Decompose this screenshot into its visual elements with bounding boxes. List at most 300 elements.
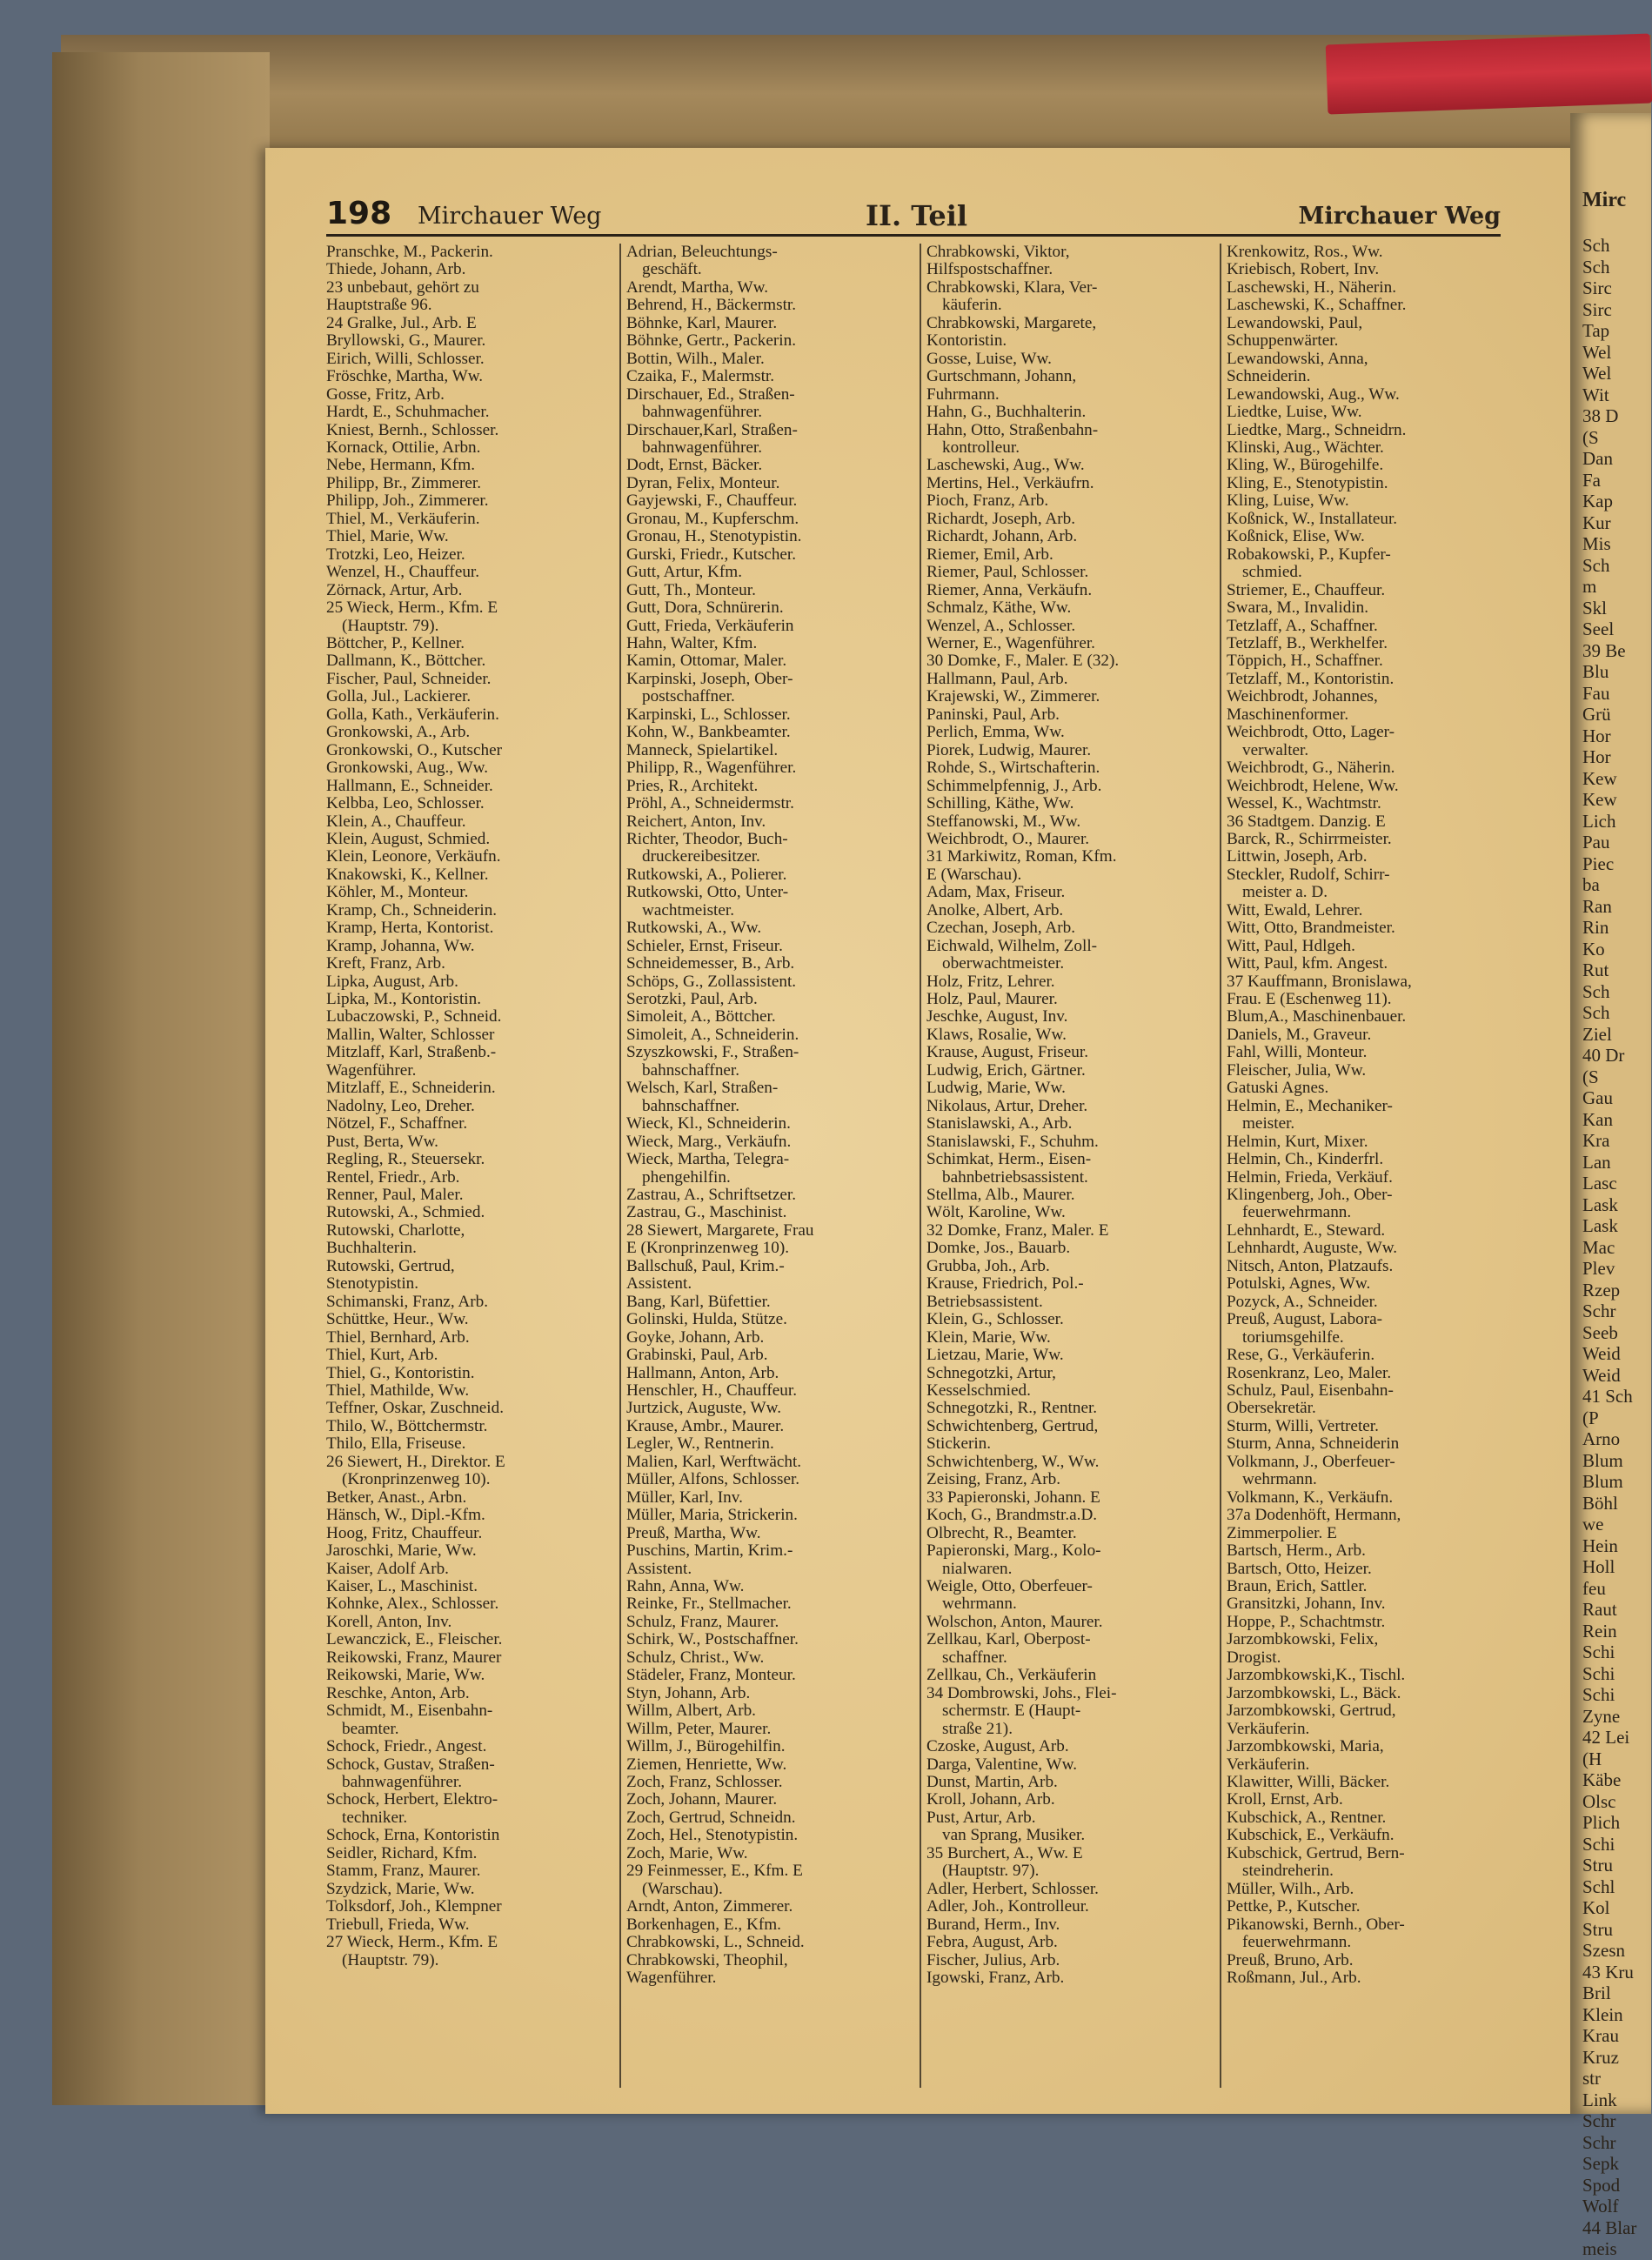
directory-entry-line: Rutowski, Gertrud, [326, 1256, 455, 1275]
directory-entry-line: Kontoristin. [926, 331, 1007, 351]
directory-entry-line: Böttcher, P., Kellner. [326, 633, 465, 652]
directory-entry-line: Tolksdorf, Joh., Klempner [326, 1897, 502, 1916]
directory-entry-line: Rese, G., Verkäuferin. [1227, 1346, 1375, 1365]
directory-entry-line: Gurtschmann, Johann, [926, 367, 1077, 386]
next-page-fragment: (H [1582, 1748, 1602, 1769]
directory-entry-line: Pioch, Franz, Arb. [926, 491, 1049, 511]
directory-entry-line: Schock, Gustav, Straßen- [326, 1755, 495, 1774]
directory-entry-line: Schwichtenberg, Gertrud, [926, 1416, 1099, 1435]
directory-entry-line: Trotzki, Leo, Heizer. [326, 545, 465, 564]
directory-entry-line: Zellkau, Karl, Oberpost- [926, 1630, 1091, 1649]
directory-entry-line: Reikowski, Marie, Ww. [326, 1666, 485, 1685]
directory-entry-line: Thiel, G., Kontoristin. [326, 1363, 475, 1382]
next-page-header: Mirc [1582, 189, 1627, 211]
directory-entry-line: Domke, Jos., Bauarb. [926, 1239, 1071, 1258]
directory-entry-line: Gutt, Dora, Schnürerin. [626, 598, 784, 618]
directory-entry-line: Bang, Karl, Büfettier. [626, 1292, 771, 1311]
directory-entry-line: Sturm, Willi, Vertreter. [1227, 1416, 1379, 1435]
directory-entry-line: Schwichtenberg, W., Ww. [926, 1452, 1100, 1471]
directory-entry-line: Hahn, Otto, Straßenbahn- [926, 420, 1099, 439]
directory-entry-line: Verkäuferin. [1227, 1719, 1310, 1738]
street-name-left: Mirchauer Weg [418, 203, 602, 230]
directory-entry-line: Richter, Theodor, Buch- [626, 829, 788, 848]
directory-entry-line: Robakowski, P., Kupfer- [1227, 545, 1391, 564]
next-page-fragment: Klein [1582, 2003, 1623, 2025]
directory-entry-line: Fuhrmann. [926, 384, 1000, 404]
next-page-fragment: Wolf [1582, 2196, 1619, 2217]
directory-entry-line: Wieck, Marg., Verkäufn. [626, 1132, 792, 1151]
directory-entry-line: geschäft. [642, 260, 702, 279]
directory-entry-line: Barck, R., Schirrmeister. [1227, 829, 1392, 848]
directory-entry-line: Igowski, Franz, Arb. [926, 1968, 1065, 1987]
directory-entry-line: Jarzombkowski, Gertrud, [1227, 1702, 1396, 1721]
directory-entry-line: Klinski, Aug., Wächter. [1227, 438, 1384, 457]
next-page-fragment: Blum [1582, 1449, 1623, 1471]
directory-entry-line: Hardt, E., Schuhmacher. [326, 403, 490, 422]
directory-entry-line: Schieler, Ernst, Friseur. [626, 936, 783, 955]
directory-entry-line: Nitsch, Anton, Platzaufs. [1227, 1256, 1394, 1275]
directory-entry-line: Hilfspostschaffner. [926, 260, 1053, 279]
directory-entry-line: Rutkowski, Otto, Unter- [626, 883, 789, 902]
directory-entry-line: Stellma, Alb., Maurer. [926, 1186, 1075, 1205]
directory-entry-line: Renner, Paul, Maler. [326, 1186, 464, 1205]
directory-entry-line: Striemer, E., Chauffeur. [1227, 580, 1386, 599]
directory-entry-line: Zoch, Franz, Schlosser. [626, 1772, 783, 1791]
directory-entry-line: Krause, August, Friseur. [926, 1043, 1088, 1062]
directory-entry-line: Daniels, M., Graveur. [1227, 1025, 1372, 1044]
directory-entry-line: Böhnke, Karl, Maurer. [626, 313, 778, 332]
column-2 [626, 244, 909, 2088]
directory-entry-line: Steffanowski, M., Ww. [926, 812, 1081, 831]
next-page-fragment: Grü [1582, 704, 1611, 725]
next-page-fragment: Sirc [1582, 298, 1612, 320]
next-page-fragment: Plich [1582, 1812, 1621, 1833]
directory-entry-line: Hänsch, W., Dipl.-Kfm. [326, 1506, 485, 1525]
directory-entry-line: Klein, G., Schlosser. [926, 1310, 1064, 1329]
next-page-fragment: Lich [1582, 810, 1616, 832]
directory-entry-line: Mitzlaff, Karl, Straßenb.- [326, 1043, 497, 1062]
next-page-fragment: Wit [1582, 384, 1609, 405]
directory-entry-line: Goyke, Johann, Arb. [626, 1327, 765, 1347]
directory-entry-line: Kaiser, Adolf Arb. [326, 1559, 449, 1578]
directory-entry-line: Zoch, Johann, Maurer. [626, 1790, 778, 1809]
directory-entry-line: Weigle, Otto, Oberfeuer- [926, 1576, 1093, 1595]
directory-entry-line: schermstr. E (Haupt- [942, 1702, 1081, 1721]
directory-entry-line: Korell, Anton, Inv. [326, 1612, 452, 1631]
directory-entry-line: Zastrau, G., Maschinist. [626, 1203, 787, 1222]
directory-entry-line: Perlich, Emma, Ww. [926, 723, 1065, 742]
street-name-right: Mirchauer Weg [1298, 203, 1501, 230]
directory-entry-line: 26 Siewert, H., Direktor. E [326, 1452, 505, 1471]
directory-entry-line: Schilling, Käthe, Ww. [926, 794, 1074, 813]
directory-entry-line: Manneck, Spielartikel. [626, 740, 779, 759]
directory-entry-line: Rentel, Friedr., Arb. [326, 1167, 460, 1187]
directory-entry-line: Klein, August, Schmied. [326, 829, 491, 848]
directory-entry-line: Puschins, Martin, Krim.- [626, 1541, 793, 1561]
directory-entry-line: Klein, Leonore, Verkäufn. [326, 847, 501, 866]
next-page-fragment: 38 D [1582, 405, 1619, 426]
directory-entry-line: Gosse, Luise, Ww. [926, 349, 1052, 368]
directory-entry-line: Kubschick, A., Rentner. [1227, 1808, 1387, 1827]
directory-entry-line: Eirich, Willi, Schlosser. [326, 349, 485, 368]
directory-entry-line: Riemer, Emil, Arb. [926, 545, 1053, 564]
next-page-fragment: 44 Blar [1582, 2217, 1637, 2238]
directory-entry-line: Szydzick, Marie, Ww. [326, 1879, 475, 1898]
directory-entry-line: Schnegotzki, Artur, [926, 1363, 1056, 1382]
next-page-fragment: Lasc [1582, 1173, 1617, 1194]
directory-entry-line: Betker, Anast., Arbn. [326, 1488, 467, 1507]
directory-entry-line: Kaiser, L., Maschinist. [326, 1576, 478, 1595]
directory-entry-line: Volkmann, K., Verkäufn. [1227, 1488, 1394, 1507]
directory-entry-line: Laschewski, H., Näherin. [1227, 277, 1397, 297]
next-page-fragment: Schi [1582, 1662, 1615, 1684]
directory-entry-line: Paninski, Paul, Arb. [926, 705, 1060, 724]
directory-entry-line: Schüttke, Heur., Ww. [326, 1310, 469, 1329]
directory-entry-line: Nikolaus, Artur, Dreher. [926, 1096, 1088, 1115]
directory-entry-line: Mitzlaff, E., Schneiderin. [326, 1079, 496, 1098]
directory-entry-line: Thiel, Mathilde, Ww. [326, 1381, 470, 1400]
directory-entry-line: Schneidemesser, B., Arb. [626, 954, 795, 973]
directory-entry-line: Dyran, Felix, Monteur. [626, 473, 780, 492]
next-page-fragment: Lask [1582, 1194, 1618, 1215]
directory-entry-line: Gronau, M., Kupferschm. [626, 509, 799, 528]
directory-entry-line: Czaika, F., Malermstr. [626, 367, 775, 386]
directory-entry-line: Welsch, Karl, Straßen- [626, 1079, 779, 1098]
directory-entry-line: Fischer, Paul, Schneider. [326, 669, 492, 688]
directory-entry-line: toriumsgehilfe. [1242, 1327, 1344, 1347]
directory-entry-line: Ludwig, Erich, Gärtner. [926, 1060, 1086, 1080]
directory-entry-line: Gutt, Artur, Kfm. [626, 563, 742, 582]
column-divider [619, 244, 621, 2088]
next-page-fragment: Schl [1582, 1876, 1615, 1897]
directory-entry-line: bahnschaffner. [642, 1096, 740, 1115]
directory-entry-line: Dunst, Martin, Arb. [926, 1772, 1058, 1791]
directory-entry-line: beamter. [342, 1719, 399, 1738]
next-page-fragment: feu [1582, 1577, 1606, 1599]
directory-entry-line: 28 Siewert, Margarete, Frau [626, 1220, 814, 1240]
next-page-fragment: Holl [1582, 1556, 1615, 1577]
directory-entry-line: Dallmann, K., Böttcher. [326, 652, 486, 671]
next-page-fragment: Kap [1582, 491, 1613, 512]
directory-entry-line: Preuß, Martha, Ww. [626, 1523, 761, 1542]
directory-entry-line: Ziemen, Henriette, Ww. [626, 1755, 787, 1774]
directory-entry-line: Stickerin. [926, 1434, 992, 1454]
directory-entry-line: Reichert, Anton, Inv. [626, 812, 766, 831]
directory-entry-line: Schimmelpfennig, J., Arb. [926, 776, 1102, 795]
red-ribbon-bookmark [1326, 34, 1652, 115]
directory-entry-line: Liedtke, Marg., Schneidrn. [1227, 420, 1407, 439]
directory-entry-line: Arndt, Anton, Zimmerer. [626, 1897, 793, 1916]
directory-entry-line: Jarzombkowski, L., Bäck. [1227, 1683, 1401, 1702]
directory-entry-line: 36 Stadtgem. Danzig. E [1227, 812, 1386, 831]
directory-entry-line: Riemer, Anna, Verkäufn. [926, 580, 1093, 599]
directory-entry-line: techniker. [342, 1808, 408, 1827]
directory-entry-line: Kroll, Ernst, Arb. [1227, 1790, 1343, 1809]
directory-entry-line: Holz, Fritz, Lehrer. [926, 972, 1055, 991]
directory-entry-line: Krajewski, W., Zimmerer. [926, 687, 1100, 706]
directory-entry-line: Kohn, W., Bankbeamter. [626, 723, 791, 742]
directory-columns [326, 244, 1509, 2114]
directory-entry-line: Hallmann, Paul, Arb. [926, 669, 1068, 688]
directory-entry-line: Kreft, Franz, Arb. [326, 954, 445, 973]
next-page-fragment: Rzep [1582, 1279, 1621, 1301]
directory-entry-line: Wagenführer. [326, 1060, 417, 1080]
directory-entry-line: (Hauptstr. 97). [942, 1862, 1040, 1881]
next-page-fragment: Sirc [1582, 277, 1612, 298]
directory-entry-line: Müller, Maria, Strickerin. [626, 1506, 798, 1525]
directory-entry-line: Dodt, Ernst, Bäcker. [626, 456, 763, 475]
directory-entry-line: Golinski, Hulda, Stütze. [626, 1310, 787, 1329]
directory-entry-line: Hoog, Fritz, Chauffeur. [326, 1523, 483, 1542]
next-page-fragment: Ran [1582, 895, 1612, 917]
directory-entry-line: Assistent. [626, 1274, 692, 1294]
directory-entry-line: bahnschaffner. [642, 1060, 740, 1080]
directory-entry-line: Bottin, Wilh., Maler. [626, 349, 765, 368]
next-page-fragment: Rin [1582, 917, 1609, 938]
directory-entry-line: Laschewski, K., Schaffner. [1227, 296, 1407, 315]
directory-entry-line: Simoleit, A., Böttcher. [626, 1007, 776, 1026]
directory-entry-line: bahnbetriebsassistent. [942, 1167, 1088, 1187]
next-page-fragment: Gau [1582, 1087, 1613, 1108]
directory-entry-line: Koch, G., Brandmstr.a.D. [926, 1506, 1098, 1525]
directory-entry-line: 29 Feinmesser, E., Kfm. E [626, 1862, 803, 1881]
directory-entry-line: Sturm, Anna, Schneiderin [1227, 1434, 1400, 1454]
next-page-fragment: Schi [1582, 1833, 1615, 1855]
next-page-fragment: 39 Be [1582, 639, 1626, 661]
directory-entry-line: Roßmann, Jul., Arb. [1227, 1968, 1361, 1987]
directory-entry-line: bahnwagenführer. [642, 438, 762, 457]
next-page-fragment: Sepk [1582, 2153, 1619, 2174]
directory-entry-line: Golla, Kath., Verkäuferin. [326, 705, 499, 724]
directory-entry-line: Schulz, Paul, Eisenbahn- [1227, 1381, 1394, 1400]
directory-entry-line: Reinke, Fr., Stellmacher. [626, 1595, 792, 1614]
next-page-fragment: Kruz [1582, 2046, 1619, 2068]
directory-entry-line: Burand, Herm., Inv. [926, 1915, 1060, 1934]
directory-entry-line: Obersekretär. [1227, 1399, 1316, 1418]
directory-entry-line: Thiel, Marie, Ww. [326, 527, 449, 546]
directory-entry-line: feuerwehrmann. [1242, 1203, 1352, 1222]
directory-entry-line: Hallmann, E., Schneider. [326, 776, 493, 795]
directory-entry-line: Czechan, Joseph, Arb. [926, 919, 1076, 938]
next-page-fragment: Krau [1582, 2025, 1619, 2046]
next-page-fragment: Stru [1582, 1855, 1614, 1876]
directory-entry-line: (Hauptstr. 79). [342, 1950, 439, 1969]
directory-entry-line: Thilo, W., Böttchermstr. [326, 1416, 488, 1435]
directory-entry-line: Schimanski, Franz, Arb. [326, 1292, 488, 1311]
directory-entry-line: druckereibesitzer. [642, 847, 760, 866]
directory-entry-line: Bryllowski, G., Maurer. [326, 331, 486, 351]
directory-entry-line: Gutt, Frieda, Verkäuferin [626, 616, 794, 635]
directory-entry-line: postschaffner. [642, 687, 735, 706]
next-page-fragment: Kan [1582, 1108, 1613, 1130]
directory-entry-line: Bartsch, Herm., Arb. [1227, 1541, 1366, 1561]
column-divider [1220, 244, 1221, 2088]
directory-entry-line: Rahn, Anna, Ww. [626, 1576, 745, 1595]
next-page-fragment: 41 Sch [1582, 1386, 1633, 1407]
directory-entry-line: meister. [1242, 1114, 1295, 1133]
directory-entry-line: Wagenführer. [626, 1968, 717, 1987]
directory-entry-line: Preuß, August, Labora- [1227, 1310, 1383, 1329]
column-4 [1227, 244, 1509, 2088]
directory-entry-line: Preuß, Bruno, Arb. [1227, 1950, 1354, 1969]
next-page-fragment: meis [1582, 2238, 1617, 2259]
directory-entry-line: Olbrecht, R., Beamter. [926, 1523, 1077, 1542]
directory-entry-line: Zellkau, Ch., Verkäuferin [926, 1666, 1097, 1685]
directory-entry-line: Borkenhagen, E., Kfm. [626, 1915, 781, 1934]
directory-entry-line: Kramp, Johanna, Ww. [326, 936, 475, 955]
directory-entry-line: Wölt, Karoline, Ww. [926, 1203, 1066, 1222]
directory-entry-line: Gutt, Th., Monteur. [626, 580, 756, 599]
directory-entry-line: Bartsch, Otto, Heizer. [1227, 1559, 1372, 1578]
directory-entry-line: Krause, Ambr., Maurer. [626, 1416, 785, 1435]
next-page-fragment: Blum [1582, 1471, 1623, 1492]
directory-entry-line: Werner, E., Wagenführer. [926, 633, 1095, 652]
next-page-fragment: Sch [1582, 554, 1610, 576]
directory-entry-line: nialwaren. [942, 1559, 1013, 1578]
next-page-fragment: we [1582, 1514, 1604, 1535]
next-page-fragment: Skl [1582, 597, 1608, 618]
directory-entry-line: Teffner, Oskar, Zuschneid. [326, 1399, 505, 1418]
directory-entry-line: Zoch, Gertrud, Schneidn. [626, 1808, 796, 1827]
directory-entry-line: Jaroschki, Marie, Ww. [326, 1541, 477, 1561]
directory-entry-line: Karpinski, Joseph, Ober- [626, 669, 793, 688]
directory-entry-line: Kubschick, Gertrud, Bern- [1227, 1843, 1405, 1862]
directory-entry-line: Kramp, Ch., Schneiderin. [326, 900, 498, 919]
directory-entry-line: Schmalz, Käthe, Ww. [926, 598, 1072, 618]
directory-entry-line: Mallin, Walter, Schlosser [326, 1025, 495, 1044]
directory-entry-line: Legler, W., Rentnerin. [626, 1434, 774, 1454]
next-page-fragment: Piec [1582, 853, 1615, 874]
directory-entry-line: Adler, Joh., Kontrolleur. [926, 1897, 1089, 1916]
directory-entry-line: Nebe, Hermann, Kfm. [326, 456, 476, 475]
directory-entry-line: Regling, R., Steuersekr. [326, 1150, 485, 1169]
directory-entry-line: steindreherin. [1242, 1862, 1334, 1881]
directory-entry-line: Assistent. [626, 1559, 692, 1578]
directory-entry-line: Gronkowski, Aug., Ww. [326, 759, 489, 778]
directory-entry-line: Helmin, Frieda, Verkäuf. [1227, 1167, 1393, 1187]
directory-entry-line: Weichbrodt, Helene, Ww. [1227, 776, 1399, 795]
directory-entry-line: Kling, Luise, Ww. [1227, 491, 1349, 511]
directory-entry-line: Wenzel, H., Chauffeur. [326, 563, 480, 582]
column-1 [326, 244, 609, 2088]
next-page-fragment: Kra [1582, 1130, 1610, 1151]
directory-entry-line: Henschler, H., Chauffeur. [626, 1381, 798, 1400]
directory-entry-line: Reikowski, Franz, Maurer [326, 1648, 502, 1667]
directory-entry-line: Gosse, Fritz, Arb. [326, 384, 445, 404]
directory-entry-line: Pust, Berta, Ww. [326, 1132, 438, 1151]
next-page-edge [1570, 113, 1651, 2259]
directory-entry-line: 30 Domke, F., Maler. E (32). [926, 652, 1120, 671]
next-page-fragment: Raut [1582, 1599, 1617, 1620]
directory-entry-line: Betriebsassistent. [926, 1292, 1043, 1311]
directory-entry-line: Kelbba, Leo, Schlosser. [326, 794, 485, 813]
directory-entry-line: Mertins, Hel., Verkäufrn. [926, 473, 1094, 492]
directory-entry-line: Städeler, Franz, Monteur. [626, 1666, 796, 1685]
directory-entry-line: Jeschke, August, Inv. [926, 1007, 1068, 1026]
next-page-fragment: Arno [1582, 1428, 1621, 1449]
directory-entry-line: Stenotypistin. [326, 1274, 419, 1294]
next-page-fragment: Rut [1582, 959, 1609, 980]
directory-entry-line: Anolke, Albert, Arb. [926, 900, 1064, 919]
next-page-fragment: (P [1582, 1407, 1599, 1428]
directory-entry-line: 32 Domke, Franz, Maler. E [926, 1220, 1109, 1240]
directory-entry-line: (Hauptstr. 79). [342, 616, 439, 635]
directory-entry-line: straße 21). [942, 1719, 1013, 1738]
directory-entry-line: Dirschauer, Ed., Straßen- [626, 384, 795, 404]
directory-entry-line: Richardt, Johann, Arb. [926, 527, 1078, 546]
directory-entry-line: Zoch, Hel., Stenotypistin. [626, 1826, 799, 1845]
directory-entry-line: Krause, Friedrich, Pol.- [926, 1274, 1084, 1294]
directory-entry-line: Witt, Paul, Hdlgeh. [1227, 936, 1355, 955]
directory-entry-line: Hauptstraße 96. [326, 296, 432, 315]
directory-entry-line: Pries, R., Architekt. [626, 776, 759, 795]
directory-entry-line: Lietzau, Marie, Ww. [926, 1346, 1064, 1365]
directory-entry-line: Arendt, Martha, Ww. [626, 277, 769, 297]
directory-entry-line: Koßnick, W., Installateur. [1227, 509, 1398, 528]
directory-entry-line: Riemer, Paul, Schlosser. [926, 563, 1089, 582]
directory-entry-line: Kornack, Ottilie, Arbn. [326, 438, 481, 457]
directory-entry-line: Papieronski, Marg., Kolo- [926, 1541, 1101, 1561]
next-page-fragment: Wel [1582, 341, 1612, 363]
directory-entry-line: Zimmerpolier. E [1227, 1523, 1337, 1542]
directory-entry-line: Golla, Jul., Lackierer. [326, 687, 472, 706]
directory-entry-line: Malien, Karl, Werftwächt. [626, 1452, 802, 1471]
next-page-fragment: Rein [1582, 1620, 1617, 1642]
directory-entry-line: käuferin. [942, 296, 1002, 315]
directory-entry-line: Lewandowski, Aug., Ww. [1227, 384, 1400, 404]
directory-entry-line: Müller, Alfons, Schlosser. [626, 1470, 800, 1489]
directory-entry-line: Gayjewski, F., Chauffeur. [626, 491, 798, 511]
directory-entry-line: Lewandowski, Paul, [1227, 313, 1363, 332]
directory-entry-line: Pettke, P., Kutscher. [1227, 1897, 1361, 1916]
directory-entry-line: Kling, E., Stenotypistin. [1227, 473, 1388, 492]
directory-entry-line: Kamin, Ottomar, Maler. [626, 652, 787, 671]
directory-entry-line: Thiel, Bernhard, Arb. [326, 1327, 470, 1347]
directory-entry-line: Thiede, Johann, Arb. [326, 260, 466, 279]
directory-entry-line: Weichbrodt, G., Näherin. [1227, 759, 1395, 778]
directory-entry-line: bahnwagenführer. [342, 1772, 462, 1791]
directory-entry-line: Grubba, Joh., Arb. [926, 1256, 1050, 1275]
next-page-fragment: Böhl [1582, 1492, 1618, 1514]
directory-entry-line: Steckler, Rudolf, Schirr- [1227, 865, 1390, 884]
directory-entry-line: Klein, A., Chauffeur. [326, 812, 466, 831]
directory-entry-line: Weichbrodt, O., Maurer. [926, 829, 1090, 848]
next-page-fragment: Stru [1582, 1918, 1614, 1940]
directory-entry-line: 27 Wieck, Herm., Kfm. E [326, 1933, 498, 1952]
directory-entry-line: Volkmann, J., Oberfeuer- [1227, 1452, 1395, 1471]
directory-entry-line: Wieck, Kl., Schneiderin. [626, 1114, 791, 1133]
directory-entry-line: 25 Wieck, Herm., Kfm. E [326, 598, 498, 618]
directory-entry-line: Witt, Ewald, Lehrer. [1227, 900, 1363, 919]
next-page-fragment: Lan [1582, 1151, 1611, 1173]
next-page-fragment: Käbe [1582, 1769, 1622, 1790]
directory-entry-line: Schirk, W., Postschaffner. [626, 1630, 799, 1649]
directory-entry-line: Kohnke, Alex., Schlosser. [326, 1595, 499, 1614]
directory-entry-line: Rutkowski, A., Polierer. [626, 865, 787, 884]
directory-entry-line: Chrabkowski, Klara, Ver- [926, 277, 1098, 297]
directory-entry-line: Schimkat, Herm., Eisen- [926, 1150, 1092, 1169]
directory-entry-line: Dirschauer,Karl, Straßen- [626, 420, 798, 439]
directory-entry-line: Zörnack, Artur, Arb. [326, 580, 463, 599]
next-page-fragments [1582, 235, 1636, 2260]
next-page-fragment: Schi [1582, 1684, 1615, 1705]
directory-entry-line: Richardt, Joseph, Arb. [926, 509, 1076, 528]
directory-entry-line: Grabinski, Paul, Arb. [626, 1346, 768, 1365]
directory-entry-line: Knakowski, K., Kellner. [326, 865, 489, 884]
directory-entry-line: Kubschick, E., Verkäufn. [1227, 1826, 1395, 1845]
directory-entry-line: Gurski, Friedr., Kutscher. [626, 545, 797, 564]
directory-entry-line: Kling, W., Bürogehilfe. [1227, 456, 1384, 475]
